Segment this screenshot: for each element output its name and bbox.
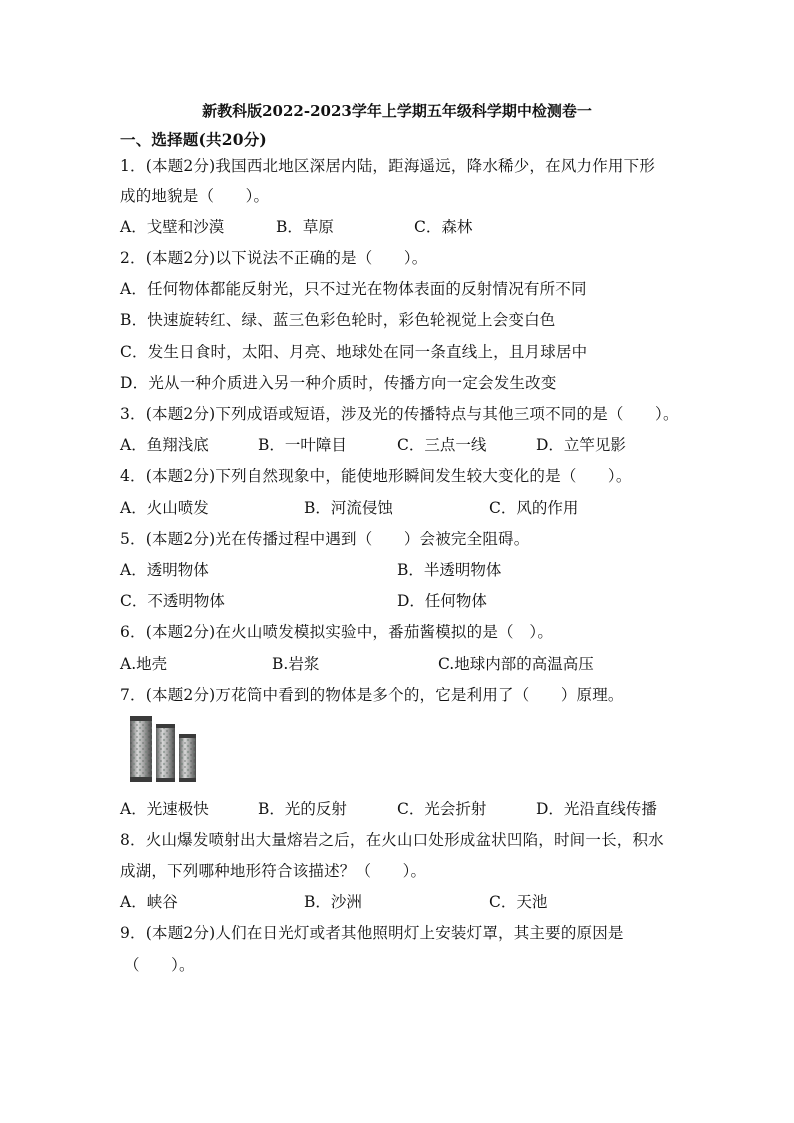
q5-option-b: B．半透明物体 [397,561,502,579]
kaleidoscope-image [126,714,202,784]
question-8-text: 8．火山爆发喷射出大量熔岩之后，在火山口处形成盆状凹陷，时间一长，积水 [120,831,664,849]
q5-option-d: D．任何物体 [397,592,487,610]
q7-option-c: C．光会折射 [397,800,487,818]
q1-option-b: B．草原 [276,218,334,236]
question-1-text-cont: 成的地貌是（ ）。 [120,187,270,205]
q7-option-d: D．光沿直线传播 [536,800,657,818]
question-8-text-cont: 成湖，下列哪种地形符合该描述？（ ）。 [120,862,427,880]
question-6-text: 6．(本题2分)在火山喷发模拟实验中，番茄酱模拟的是（ ）。 [120,623,554,641]
q7-option-b: B．光的反射 [258,800,347,818]
q6-option-b: B.岩浆 [272,655,320,673]
q2-option-c: C．发生日食时，太阳、月亮、地球处在同一条直线上，且月球居中 [120,343,588,361]
question-9-text: 9．(本题2分)人们在日光灯或者其他照明灯上安装灯罩，其主要的原因是 [120,924,624,942]
q2-option-a: A．任何物体都能反射光，只不过光在物体表面的反射情况有所不同 [120,280,587,298]
question-2-text: 2．(本题2分)以下说法不正确的是（ ）。 [120,249,428,267]
question-1-text: 1．(本题2分)我国西北地区深居内陆，距海遥远，降水稀少，在风力作用下形 [120,157,656,175]
q3-option-d: D．立竿见影 [536,436,626,454]
q7-option-a: A．光速极快 [120,800,209,818]
q1-option-a: A．戈壁和沙漠 [120,218,225,236]
q4-option-c: C．风的作用 [489,499,579,517]
q5-option-c: C．不透明物体 [120,592,225,610]
q8-option-c: C．天池 [489,893,548,911]
q3-option-a: A．鱼翔浅底 [120,436,209,454]
q8-option-a: A．峡谷 [120,893,178,911]
q4-option-b: B．河流侵蚀 [304,499,393,517]
page-title: 新教科版2022-2023学年上学期五年级科学期中检测卷一 [202,102,592,120]
question-3-text: 3．(本题2分)下列成语或短语，涉及光的传播特点与其他三项不同的是（ ）。 [120,405,679,423]
q6-option-c: C.地球内部的高温高压 [438,655,594,673]
q1-option-c: C．森林 [414,218,473,236]
q8-option-b: B．沙洲 [304,893,362,911]
question-9-text-cont: （ ）。 [124,956,195,974]
q3-option-c: C．三点一线 [397,436,487,454]
section-heading: 一、选择题(共20分) [120,130,267,149]
question-4-text: 4．(本题2分)下列自然现象中，能使地形瞬间发生较大变化的是（ ）。 [120,467,632,485]
q4-option-a: A．火山喷发 [120,499,209,517]
q3-option-b: B．一叶障目 [258,436,347,454]
q2-option-d: D．光从一种介质进入另一种介质时，传播方向一定会发生改变 [120,374,557,392]
question-5-text: 5．(本题2分)光在传播过程中遇到（ ）会被完全阻碍。 [120,530,530,548]
question-7-text: 7．(本题2分)万花筒中看到的物体是多个的，它是利用了（ ）原理。 [120,686,624,704]
q6-option-a: A.地壳 [120,655,168,673]
q5-option-a: A．透明物体 [120,561,209,579]
q2-option-b: B．快速旋转红、绿、蓝三色彩色轮时，彩色轮视觉上会变白色 [120,311,556,329]
